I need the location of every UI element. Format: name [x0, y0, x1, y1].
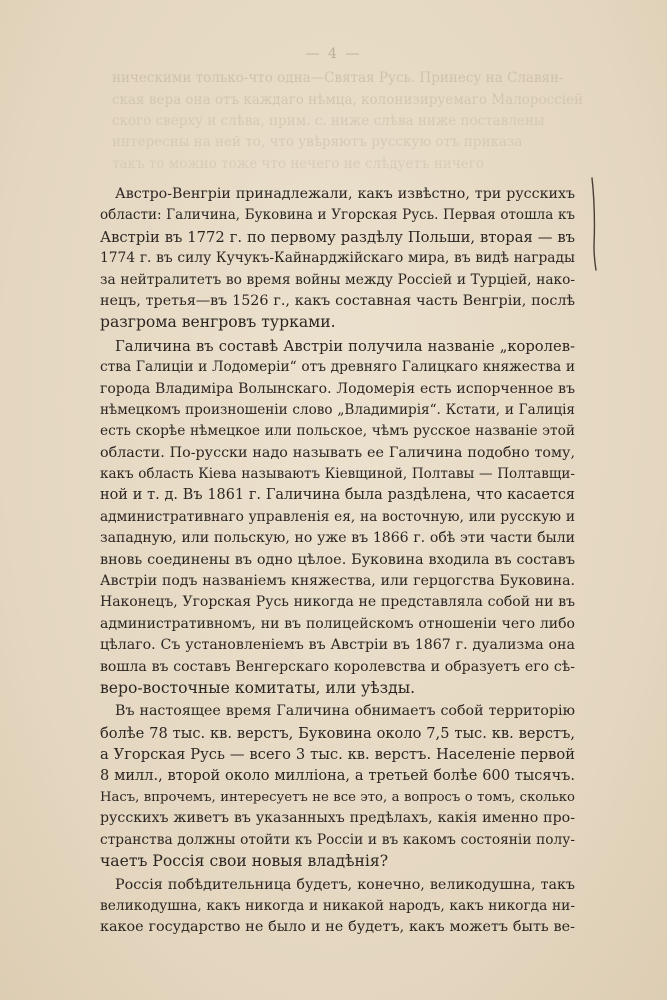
bleed-through-line: такъ то можно тоже что нечего не слѣдуетъ ничего	[112, 156, 484, 172]
text-line: цѣлаго. Съ установленіемъ въ Австріи въ 1867 г. дуализма она	[100, 637, 575, 654]
text-line: чаетъ Россія свои новыя владѣнія?	[100, 852, 389, 871]
text-line: Россія побѣдительница будетъ, конечно, великодушна, такъ	[115, 876, 575, 893]
text-line: разгрома венгровъ турками.	[100, 313, 336, 332]
text-line: Австро-Венгріи принадлежали, какъ извѣстно, три русскихъ	[115, 186, 575, 202]
text-line: Австріи въ 1772 г. по первому раздѣлу Польши, вторая — въ	[100, 228, 575, 246]
text-line: Галичина въ составѣ Австріи получила названіе „королев-	[115, 337, 575, 355]
paragraph	[100, 701, 575, 872]
text-line: административномъ, ни въ полицейскомъ отношеніи чего либо	[100, 615, 575, 632]
text-line: за нейтралитетъ во время войны между Россіей и Турціей, нако-	[100, 271, 575, 288]
bleed-through-line: ская вера она отъ каждаго нѣмца, колонизируемаго Малороссіей	[112, 92, 584, 108]
text-line: какое государство не было и не будетъ, какъ можетъ быть ве-	[100, 919, 575, 936]
text-line: Наконецъ, Угорская Русь никогда не представляла собой ни въ	[100, 594, 575, 611]
text-line: вошла въ составъ Венгерскаго королевства и образуетъ его сѣ-	[100, 658, 575, 675]
bleed-through-line: ского сверху и слѣва, прим. с. ниже слѣва ниже поставлены	[112, 113, 545, 129]
text-line: нѣмецкомъ произношеніи слово „Владимирія“. Кстати, и Галиція	[100, 401, 575, 418]
text-line: области: Галичина, Буковина и Угорская Русь. Первая отошла къ	[100, 207, 575, 224]
text-line: есть скорѣе нѣмецкое или польское, чѣмъ русское названіе этой	[100, 423, 575, 440]
text-line: западную, или польскую, но уже въ 1866 г. обѣ эти части были	[100, 530, 575, 547]
page-number: — 4 —	[305, 46, 362, 62]
text-line: Въ настоящее время Галичина обнимаетъ собой территорію	[115, 703, 575, 720]
text-line: Насъ, впрочемъ, интересуетъ не все это, а вопросъ о томъ, сколько	[100, 789, 575, 805]
text-line: 1774 г. въ силу Кучукъ-Кайнарджійскаго мира, въ видѣ награды	[100, 250, 575, 267]
text-line: нецъ, третья—въ 1526 г., какъ составная часть Венгріи, послѣ	[100, 292, 575, 309]
text-line: города Владиміра Волынскаго. Лодомерія есть испорченное въ	[100, 380, 575, 397]
text-line: странства должны отойти къ Россіи и въ какомъ состояніи полу-	[100, 831, 575, 848]
paragraph	[100, 336, 575, 700]
text-line: веро-восточные комитаты, или уѣзды.	[100, 678, 416, 697]
bleed-through-line: ническими только-что одна—Святая Русь. Принесу на Славян-	[112, 70, 564, 86]
bleed-through-line: интересны на ней то, что увѣряютъ русскую отъ приказа	[112, 134, 523, 150]
paragraph	[100, 184, 575, 334]
text-line: Австріи подъ названіемъ княжества, или герцогства Буковина.	[100, 573, 575, 590]
text-line: ства Галиціи и Лодомеріи“ отъ древняго Галицкаго княжества и	[100, 359, 575, 376]
margin-pencil-mark	[589, 176, 599, 272]
text-line: какъ область Кіева называютъ Кіевщиной, Полтавы — Полтавщи-	[100, 466, 575, 483]
text-line: болѣе 78 тыс. кв. верстъ, Буковина около 7,5 тыс. кв. верстъ,	[100, 724, 575, 742]
text-line: ной и т. д. Въ 1861 г. Галичина была раздѣлена, что касается	[100, 487, 575, 504]
body-text	[100, 184, 575, 939]
text-line: русскихъ живетъ въ указанныхъ предѣлахъ, какія именно про-	[100, 810, 575, 827]
text-line: 8 милл., второй около милліона, а третьей болѣе 600 тысячъ.	[100, 767, 575, 784]
text-line: великодушна, какъ никогда и никакой народъ, какъ никогда ни-	[100, 897, 575, 914]
text-line: области. По-русски надо называть ее Галичина подобно тому,	[100, 444, 575, 461]
text-line: а Угорская Русь — всего 3 тыс. кв. верстъ. Населеніе первой	[100, 746, 575, 764]
text-line: административнаго управленія ея, на восточную, или русскую и	[100, 508, 575, 525]
paragraph	[100, 875, 575, 939]
text-line: вновь соединены въ одно цѣлое. Буковина входила въ составъ	[100, 551, 575, 568]
